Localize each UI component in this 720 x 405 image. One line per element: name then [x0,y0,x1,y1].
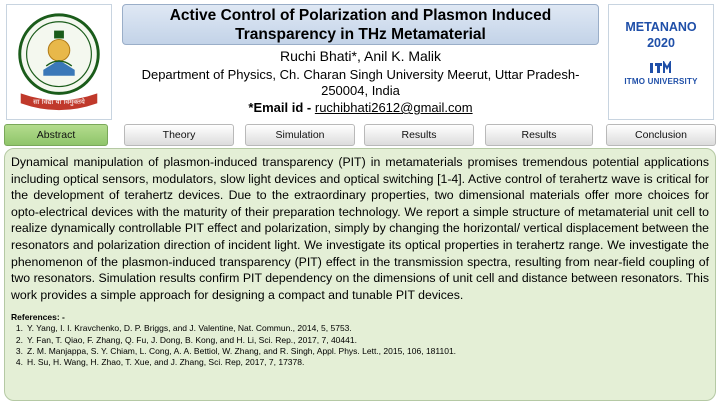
university-logo [6,4,112,120]
reference-text: Y. Fan, T. Qiao, F. Zhang, Q. Fu, J. Dong, B. Kong, and H. Li, Sci. Rep., 2017, 7, 40441. [27,334,357,345]
tab-results-2[interactable]: Results [485,124,593,146]
affiliation-line-2: 250004, India [321,83,400,98]
poster-title [122,4,599,45]
tab-abstract[interactable]: Abstract [4,124,108,146]
conference-logo [608,4,714,120]
conference-year: 2020 [647,36,675,50]
university-seal-icon [7,5,111,119]
references-heading: References: - [11,312,65,323]
reference-number: 2. [15,334,23,345]
reference-item [11,323,709,334]
email-line [122,100,599,116]
abstract-panel [4,148,716,401]
title-line-2: Transparency in THz Metamaterial [235,26,486,43]
tab-results-1[interactable]: Results [364,124,474,146]
email-link[interactable]: ruchibhati2612@gmail.com [314,100,473,115]
university-motto: सा विद्या या विमुक्तये [33,98,85,107]
email-label: *Email id - [248,100,315,115]
authors: Ruchi Bhati*, Anil K. Malik [279,48,442,64]
itmo-logo-icon [649,61,675,75]
sponsor-name: ITMO UNIVERSITY [624,77,698,86]
tab-theory[interactable]: Theory [124,124,234,146]
reference-text: Y. Yang, I. I. Kravchenko, D. P. Briggs, and J. Valentine, Nat. Commun., 2014, 5, 5753. [27,323,352,334]
tab-simulation[interactable]: Simulation [245,124,355,146]
title-line-1: Active Control of Polarization and Plasmon Induced [169,7,552,24]
reference-item [11,357,709,368]
reference-number: 3. [15,345,23,356]
affiliation-line-1: Department of Physics, Ch. Charan Singh University Meerut, Uttar Pradesh- [141,67,580,82]
conference-name: METANANO [625,20,697,34]
affiliation [122,67,599,99]
reference-number: 1. [15,323,23,334]
reference-text: H. Su, H. Wang, H. Zhao, T. Xue, and J. Zhang, Sci. Rep, 2017, 7, 17378. [27,356,305,367]
reference-number: 4. [15,356,23,367]
reference-item [11,335,709,346]
abstract-text: Dynamical manipulation of plasmon-induced transparency (PIT) in metamaterials promises tremendous potential applications including optical sensors, modulators, slow light devices and optical switching [1-4]. Active control of terahertz wave is critical for the development of terahertz devices. Due to the extraordinary properties, two dimensional materials offer more choices for opto-electrical devices with the maturity of their preparation technology. We report a simple structure of metamaterial unit cell to realize dynamically controllable PIT effect and polarization, simply by changing the horizontal/ vertical displacement between the resonators and polarization direction of incident light. We investigate its optical properties in terahertz range. We investigate the phenomenon of the plasmon-induced transparency (PIT) effect in the transmission spectra, resulting from near-field coupling of two resonators. Simulation results confirm PIT dependency on the dimensions of unit cell and distance between resonators. This work provides a simple approach for designing a compact and tunable PIT devices. [11,155,709,302]
reference-item [11,346,709,357]
tab-conclusion[interactable]: Conclusion [606,124,716,146]
reference-text: Z. M. Manjappa, S. Y. Chiam, L. Cong, A. A. Bettiol, W. Zhang, and R. Singh, Appl. Phys. Lett., 2015, 106, 181101. [27,345,457,356]
